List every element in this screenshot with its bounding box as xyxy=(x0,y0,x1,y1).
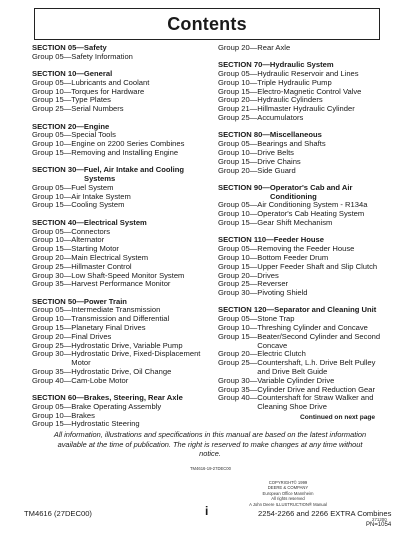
group-number: Group 15 xyxy=(32,323,64,333)
group-number: Group 05 xyxy=(32,226,64,236)
group-title-line: Electro-Magnetic Control Valve xyxy=(257,86,362,96)
footer-product-name: 2254-2266 and 2266 EXTRA Combines xyxy=(258,509,392,518)
em-dash-separator: — xyxy=(63,367,72,376)
group-number: Group 30 xyxy=(218,288,250,298)
group-number: Group 10 xyxy=(32,410,64,420)
em-dash-separator: — xyxy=(63,419,72,429)
toc-section xyxy=(218,236,388,298)
group-title-line: Special Tools xyxy=(71,130,116,140)
em-dash-separator: — xyxy=(249,375,258,385)
em-dash-separator: — xyxy=(249,156,258,166)
toc-entry[interactable] xyxy=(32,377,210,386)
toc-section xyxy=(32,44,210,62)
toc-entry[interactable] xyxy=(218,44,388,53)
group-title-line: Electric Clutch xyxy=(257,349,306,359)
copyright-line: COPYRIGHT© 1999 xyxy=(268,480,308,485)
em-dash-separator: — xyxy=(249,139,258,149)
group-title-line: Main Electrical System xyxy=(71,252,149,262)
group-number: Group 05 xyxy=(218,244,250,254)
group-title-line: Air Intake System xyxy=(71,191,131,201)
em-dash-separator: — xyxy=(63,314,72,324)
group-number: Group 10 xyxy=(32,191,64,201)
section-title[interactable]: SECTION 90—Operator's Cab and Air xyxy=(218,182,353,192)
group-title-line: Beater/Second Cylinder and Second xyxy=(257,331,381,341)
em-dash-separator: — xyxy=(63,279,72,289)
section-title[interactable]: SECTION 05—Safety xyxy=(32,43,107,52)
em-dash-separator: — xyxy=(63,95,72,105)
footer-date: 271200 xyxy=(372,517,387,522)
group-title-line: Operator's Cab Heating System xyxy=(257,209,365,219)
group-number: Group 05 xyxy=(218,139,250,149)
group-number: Group 10 xyxy=(218,147,250,157)
group-number: Group 15 xyxy=(218,331,250,341)
group-number: Group 25 xyxy=(32,104,64,114)
em-dash-separator: — xyxy=(63,200,72,210)
em-dash-separator: — xyxy=(249,331,258,341)
group-number: Group 15 xyxy=(32,200,64,210)
em-dash-separator: — xyxy=(63,261,72,271)
em-dash-separator: — xyxy=(249,384,258,394)
copyright-block xyxy=(238,480,338,507)
group-number: Group 21 xyxy=(218,104,250,114)
group-number: Group 30 xyxy=(32,270,64,280)
group-title-line: Stone Trap xyxy=(257,314,295,324)
group-title-line: Accumulators xyxy=(257,113,304,123)
group-number: Group 15 xyxy=(218,156,250,166)
em-dash-separator: — xyxy=(63,401,72,411)
group-number: Group 30 xyxy=(32,349,64,359)
continued-note: Continued on next page xyxy=(300,414,376,421)
group-title-line: Harvest Performance Monitor xyxy=(71,279,171,289)
toc-entry[interactable] xyxy=(218,167,388,176)
toc-section xyxy=(32,166,210,210)
em-dash-separator: — xyxy=(249,69,258,79)
em-dash-separator: — xyxy=(249,43,258,52)
group-title-line: Pivoting Shield xyxy=(257,288,308,298)
group-title-line: Air Conditioning System - R134a xyxy=(257,200,368,210)
group-title-line: Triple Hydraulic Pump xyxy=(257,77,332,87)
em-dash-separator: — xyxy=(63,375,72,385)
group-number: Group 40 xyxy=(218,393,250,403)
section-title-continuation[interactable]: Conditioning xyxy=(270,191,317,201)
section-title[interactable]: SECTION 80—Miscellaneous xyxy=(218,130,322,140)
em-dash-separator: — xyxy=(63,244,72,254)
group-number: Group 10 xyxy=(218,252,250,262)
group-title-line: Threshing Cylinder and Concave xyxy=(257,323,368,333)
group-title xyxy=(71,149,210,158)
em-dash-separator: — xyxy=(249,95,258,105)
toc-entry[interactable] xyxy=(218,394,388,412)
em-dash-separator: — xyxy=(63,349,72,359)
copyright-line: DEERE & COMPANY xyxy=(267,485,309,491)
group-number: Group 05 xyxy=(32,130,64,140)
group-title-line: Drive Belts xyxy=(257,147,294,157)
toc-entry[interactable] xyxy=(32,53,210,62)
contents-left-column xyxy=(32,44,210,438)
group-number: Group 15 xyxy=(32,95,64,105)
em-dash-separator: — xyxy=(63,191,72,201)
group-number: Group 25 xyxy=(32,340,64,350)
toc-entry[interactable] xyxy=(32,201,210,210)
toc-section xyxy=(32,394,210,429)
em-dash-separator: — xyxy=(63,331,72,341)
document-code: TM4616-19-27DEC00 xyxy=(190,466,231,471)
toc-entry[interactable] xyxy=(218,219,388,228)
group-title-line: Concave xyxy=(257,340,288,350)
group-number: Group 10 xyxy=(218,323,250,333)
group-number: Group 20 xyxy=(32,252,64,262)
group-title-line: Starting Motor xyxy=(71,244,119,254)
group-title xyxy=(257,44,388,53)
em-dash-separator: — xyxy=(63,270,72,280)
group-title-line: Side Guard xyxy=(257,165,296,175)
em-dash-separator: — xyxy=(63,182,72,192)
group-title xyxy=(257,289,388,298)
em-dash-separator: — xyxy=(63,226,72,236)
group-title-line: Brakes xyxy=(71,410,95,420)
toc-section xyxy=(218,44,388,53)
group-number: Group 25 xyxy=(32,261,64,271)
em-dash-separator: — xyxy=(249,104,258,114)
footer-page-number: i xyxy=(205,504,209,518)
group-number: Group 05 xyxy=(32,305,64,315)
group-title xyxy=(257,359,388,377)
group-number: Group 40 xyxy=(32,375,64,385)
page-title: Contents xyxy=(167,13,247,34)
em-dash-separator: — xyxy=(249,218,258,228)
em-dash-separator: — xyxy=(249,77,258,87)
group-title-line: Cam-Lobe Motor xyxy=(71,375,129,385)
group-title-line: Countershaft for Straw Walker and xyxy=(257,393,374,403)
em-dash-separator: — xyxy=(249,358,258,368)
em-dash-separator: — xyxy=(249,314,258,324)
group-number: Group 05 xyxy=(218,200,250,210)
group-title-line: Cleaning Shoe Drive xyxy=(257,402,327,412)
group-title-line: Intermediate Transmission xyxy=(71,305,161,315)
copyright-line: A John Deere ILLUSTRUCTION® Manual xyxy=(249,501,327,507)
em-dash-separator: — xyxy=(249,86,258,96)
group-number: Group 10 xyxy=(218,77,250,87)
group-number: Group 20 xyxy=(32,331,64,341)
group-number: Group 15 xyxy=(218,86,250,96)
footer-pn: PN=1054 xyxy=(366,522,392,528)
group-title-line: Hydrostatic Steering xyxy=(71,419,140,429)
group-number: Group 15 xyxy=(32,419,64,429)
group-number: Group 05 xyxy=(32,401,64,411)
copyright-line: European Office Mannheim xyxy=(262,490,314,496)
em-dash-separator: — xyxy=(63,340,72,350)
em-dash-separator: — xyxy=(63,410,72,420)
group-title-line: Countershaft, L.h. Drive Belt Pulley xyxy=(257,358,376,368)
em-dash-separator: — xyxy=(249,244,258,254)
toc-entry[interactable] xyxy=(32,280,210,289)
group-title-line: Motor xyxy=(71,358,91,368)
disclaimer-notice: All information, illustrations and specifications in this manual are based on the latest information available at the time of publication. The right is reserved to make changes at any time without notice. xyxy=(53,430,367,459)
em-dash-separator: — xyxy=(63,139,72,149)
group-title-line: and Drive Belt Guide xyxy=(257,367,328,376)
footer-manual-id: TM4616 (27DEC00) xyxy=(24,509,92,518)
group-title-line: Serial Numbers xyxy=(71,104,124,114)
group-number: Group 10 xyxy=(32,314,64,324)
toc-section xyxy=(32,70,210,114)
em-dash-separator: — xyxy=(249,270,258,280)
group-title-line: Planetary Final Drives xyxy=(71,323,146,333)
group-title-line: Removing and Installing Engine xyxy=(71,147,179,157)
group-number: Group 30 xyxy=(218,375,250,385)
group-number: Group 25 xyxy=(218,279,250,289)
group-title-line: Final Drives xyxy=(71,331,112,341)
group-title-line: Drive Chains xyxy=(257,156,301,166)
em-dash-separator: — xyxy=(63,235,72,245)
group-title-line: Bearings and Shafts xyxy=(257,139,326,149)
section-title[interactable]: SECTION 50—Power Train xyxy=(32,296,127,306)
group-title xyxy=(257,394,388,412)
group-number: Group 20 xyxy=(218,270,250,280)
toc-entry[interactable] xyxy=(218,289,388,298)
section-title[interactable]: SECTION 70—Hydraulic System xyxy=(218,60,334,70)
toc-entry[interactable] xyxy=(32,105,210,114)
group-number: Group 25 xyxy=(218,113,250,123)
group-title xyxy=(71,420,210,429)
toc-section xyxy=(32,298,210,386)
em-dash-separator: — xyxy=(63,77,72,87)
em-dash-separator: — xyxy=(249,113,258,123)
group-title xyxy=(71,350,210,368)
group-title-line: Reverser xyxy=(257,279,289,289)
group-title xyxy=(257,114,388,123)
em-dash-separator: — xyxy=(63,51,72,61)
group-title-line: Hydrostatic Drive, Oil Change xyxy=(71,367,172,376)
section-title-continuation[interactable]: Systems xyxy=(84,174,116,184)
section-title[interactable]: SECTION 120—Separator and Cleaning Unit xyxy=(218,305,377,315)
section-title[interactable]: SECTION 10—General xyxy=(32,69,113,79)
group-title-line: Hillmaster Hydraulic Cylinder xyxy=(257,104,355,114)
group-title-line: Hydrostatic Drive, Variable Pump xyxy=(71,340,183,350)
group-title xyxy=(71,280,210,289)
group-title xyxy=(257,219,388,228)
group-number: Group 05 xyxy=(32,51,64,61)
group-title-line: Low Shaft-Speed Monitor System xyxy=(71,270,185,280)
group-title xyxy=(257,167,388,176)
group-title-line: Drives xyxy=(257,270,279,280)
group-number: Group 05 xyxy=(32,77,64,87)
group-title xyxy=(257,333,388,351)
group-title-line: Type Plates xyxy=(71,95,111,105)
group-title-line: Lubricants and Coolant xyxy=(71,77,150,87)
toc-entry[interactable] xyxy=(218,114,388,123)
toc-section xyxy=(218,131,388,175)
group-number: Group 10 xyxy=(32,235,64,245)
em-dash-separator: — xyxy=(249,165,258,175)
contents-right-column xyxy=(218,44,388,420)
section-title[interactable]: SECTION 60—Brakes, Steering, Rear Axle xyxy=(32,393,183,403)
em-dash-separator: — xyxy=(63,86,72,96)
em-dash-separator: — xyxy=(249,252,258,262)
em-dash-separator: — xyxy=(249,279,258,289)
group-title-line: Removing the Feeder House xyxy=(257,244,355,254)
group-number: Group 05 xyxy=(218,314,250,324)
group-number: Group 20 xyxy=(218,43,250,52)
group-number: Group 10 xyxy=(32,86,64,96)
group-number: Group 35 xyxy=(218,384,250,394)
em-dash-separator: — xyxy=(249,349,258,359)
group-title-line: Transmission and Differential xyxy=(71,314,170,324)
em-dash-separator: — xyxy=(63,305,72,315)
group-title-line: Cylinder Drive and Reduction Gear xyxy=(257,384,376,394)
group-title-line: Hydraulic Cylinders xyxy=(257,95,323,105)
group-number: Group 20 xyxy=(218,165,250,175)
toc-entry[interactable] xyxy=(32,149,210,158)
toc-entry[interactable] xyxy=(218,333,388,351)
group-title-line: Safety Information xyxy=(71,51,133,61)
group-title-line: Hillmaster Control xyxy=(71,261,132,271)
section-title[interactable]: SECTION 20—Engine xyxy=(32,121,110,131)
group-title xyxy=(71,105,210,114)
toc-section xyxy=(218,61,388,123)
group-number: Group 05 xyxy=(218,69,250,79)
group-number: Group 20 xyxy=(218,95,250,105)
title-box xyxy=(34,8,380,40)
group-number: Group 10 xyxy=(32,139,64,149)
em-dash-separator: — xyxy=(63,104,72,114)
group-title-line: Brake Operating Assembly xyxy=(71,401,162,411)
group-number: Group 15 xyxy=(32,244,64,254)
group-title-line: Fuel System xyxy=(71,182,114,192)
group-title-line: Hydrostatic Drive, Fixed-Displacement xyxy=(71,349,201,359)
em-dash-separator: — xyxy=(249,200,258,210)
em-dash-separator: — xyxy=(249,323,258,333)
section-title[interactable]: SECTION 110—Feeder House xyxy=(218,235,324,245)
group-number: Group 15 xyxy=(218,218,250,228)
group-title-line: Gear Shift Mechanism xyxy=(257,218,333,228)
group-title-line: Variable Cylinder Drive xyxy=(257,375,335,385)
em-dash-separator: — xyxy=(249,393,258,403)
toc-entry[interactable] xyxy=(32,350,210,368)
group-title-line: Alternator xyxy=(71,235,105,245)
group-number: Group 25 xyxy=(218,358,250,368)
group-number: Group 10 xyxy=(218,209,250,219)
group-number: Group 15 xyxy=(32,147,64,157)
em-dash-separator: — xyxy=(249,147,258,157)
section-title[interactable]: SECTION 40—Electrical System xyxy=(32,217,147,227)
group-title-line: Bottom Feeder Drum xyxy=(257,252,329,262)
em-dash-separator: — xyxy=(249,209,258,219)
group-number: Group 35 xyxy=(32,279,64,289)
group-title-line: Rear Axle xyxy=(257,43,291,52)
section-title[interactable]: SECTION 30—Fuel, Air Intake and Cooling xyxy=(32,165,185,175)
group-number: Group 05 xyxy=(32,182,64,192)
em-dash-separator: — xyxy=(63,130,72,140)
group-number: Group 20 xyxy=(218,349,250,359)
group-title xyxy=(71,201,210,210)
group-number: Group 15 xyxy=(218,261,250,271)
em-dash-separator: — xyxy=(249,261,258,271)
toc-entry[interactable] xyxy=(218,359,388,377)
group-title-line: Engine on 2200 Series Combines xyxy=(71,139,185,149)
em-dash-separator: — xyxy=(63,147,72,157)
group-number: Group 35 xyxy=(32,367,64,376)
toc-section xyxy=(218,306,388,412)
group-title xyxy=(71,53,210,62)
toc-entry[interactable] xyxy=(32,420,210,429)
group-title-line: Cooling System xyxy=(71,200,125,210)
group-title-line: Hydraulic Reservoir and Lines xyxy=(257,69,359,79)
em-dash-separator: — xyxy=(63,323,72,333)
group-title-line: Connectors xyxy=(71,226,111,236)
copyright-line: All rights reserved xyxy=(271,496,305,502)
em-dash-separator: — xyxy=(63,252,72,262)
group-title xyxy=(71,377,210,386)
group-title-line: Upper Feeder Shaft and Slip Clutch xyxy=(257,261,378,271)
toc-section xyxy=(32,123,210,158)
toc-section xyxy=(218,184,388,228)
group-title-line: Torques for Hardware xyxy=(71,86,145,96)
toc-section xyxy=(32,219,210,289)
em-dash-separator: — xyxy=(249,288,258,298)
